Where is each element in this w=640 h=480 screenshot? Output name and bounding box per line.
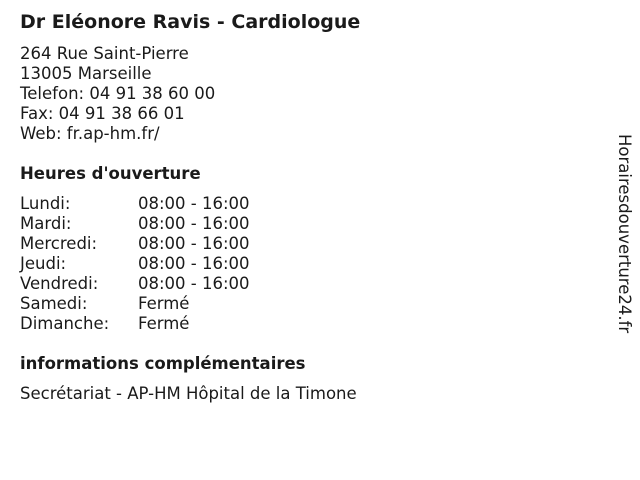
page-title: Dr Eléonore Ravis - Cardiologue [20, 11, 361, 33]
day-label: Lundi: [20, 194, 71, 213]
additional-info-text: Secrétariat - AP-HM Hôpital de la Timone [20, 384, 357, 403]
hours-row-monday [20, 194, 250, 214]
address-block [20, 44, 215, 144]
day-label: Vendredi: [20, 274, 99, 293]
hours-row-sunday [20, 314, 250, 334]
day-label: Mardi: [20, 214, 72, 233]
watermark [612, 134, 636, 344]
fax-number: Fax: 04 91 38 66 01 [20, 104, 185, 123]
city-postal-code: 13005 Marseille [20, 64, 152, 83]
time-value: 08:00 - 16:00 [138, 274, 250, 293]
website-link[interactable]: Web: fr.ap-hm.fr/ [20, 124, 160, 143]
hours-row-tuesday [20, 214, 250, 234]
opening-hours-heading: Heures d'ouverture [20, 164, 201, 183]
phone-number: Telefon: 04 91 38 60 00 [20, 84, 216, 103]
hours-row-thursday [20, 254, 250, 274]
time-value: 08:00 - 16:00 [138, 214, 250, 233]
day-label: Jeudi: [20, 254, 67, 273]
street-address: 264 Rue Saint-Pierre [20, 44, 189, 63]
hours-row-friday [20, 274, 250, 294]
day-label: Samedi: [20, 294, 88, 313]
hours-row-wednesday [20, 234, 250, 254]
additional-info-heading: informations complémentaires [20, 354, 306, 373]
day-label: Mercredi: [20, 234, 98, 253]
watermark-text: Horairesdouverture24.fr [615, 134, 634, 334]
hours-row-saturday [20, 294, 250, 314]
opening-hours-table [20, 194, 250, 334]
time-value: 08:00 - 16:00 [138, 234, 250, 253]
time-value: 08:00 - 16:00 [138, 254, 250, 273]
time-value: Fermé [138, 314, 190, 333]
time-value: 08:00 - 16:00 [138, 194, 250, 213]
day-label: Dimanche: [20, 314, 110, 333]
time-value: Fermé [138, 294, 190, 313]
